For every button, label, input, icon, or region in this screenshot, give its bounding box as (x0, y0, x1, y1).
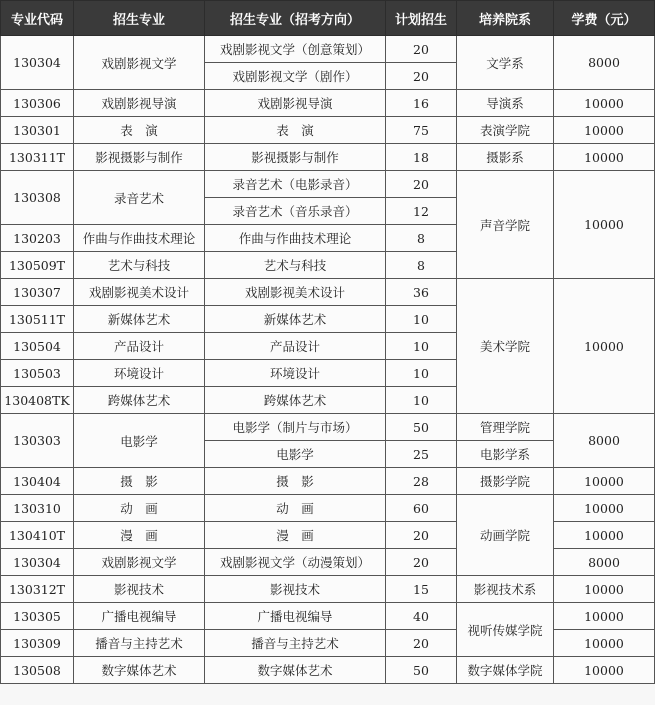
code-cell: 130408TK (1, 387, 74, 414)
code-cell: 130508 (1, 657, 74, 684)
plan-cell: 50 (386, 657, 457, 684)
table-row (1, 36, 655, 63)
plan-cell: 20 (386, 522, 457, 549)
direction-cell: 戏剧影视文学（动漫策划） (205, 549, 386, 576)
plan-cell: 20 (386, 549, 457, 576)
plan-cell: 25 (386, 441, 457, 468)
plan-cell: 20 (386, 171, 457, 198)
header-plan: 计划招生 (386, 1, 457, 36)
direction-cell: 跨媒体艺术 (205, 387, 386, 414)
college-cell: 视听传媒学院 (457, 603, 554, 657)
header-row (1, 1, 655, 36)
direction-cell: 产品设计 (205, 333, 386, 360)
direction-cell: 戏剧影视导演 (205, 90, 386, 117)
table-row (1, 576, 655, 603)
fee-cell: 10000 (554, 144, 655, 171)
college-cell: 管理学院 (457, 414, 554, 441)
code-cell: 130306 (1, 90, 74, 117)
table-row (1, 603, 655, 630)
major-cell: 录音艺术 (74, 171, 205, 225)
plan-cell: 20 (386, 63, 457, 90)
fee-cell: 8000 (554, 414, 655, 468)
fee-cell: 10000 (554, 90, 655, 117)
code-cell: 130309 (1, 630, 74, 657)
college-cell: 电影学系 (457, 441, 554, 468)
plan-cell: 16 (386, 90, 457, 117)
direction-cell: 漫 画 (205, 522, 386, 549)
code-cell: 130305 (1, 603, 74, 630)
plan-cell: 10 (386, 360, 457, 387)
plan-cell: 75 (386, 117, 457, 144)
major-cell: 戏剧影视导演 (74, 90, 205, 117)
college-cell: 摄影学院 (457, 468, 554, 495)
code-cell: 130308 (1, 171, 74, 225)
header-college: 培养院系 (457, 1, 554, 36)
major-cell: 表 演 (74, 117, 205, 144)
direction-cell: 戏剧影视文学（创意策划） (205, 36, 386, 63)
code-cell: 130503 (1, 360, 74, 387)
table-row (1, 630, 655, 657)
direction-cell: 电影学（制片与市场） (205, 414, 386, 441)
major-cell: 数字媒体艺术 (74, 657, 205, 684)
table-row (1, 117, 655, 144)
major-cell: 影视技术 (74, 576, 205, 603)
code-cell: 130310 (1, 495, 74, 522)
code-cell: 130301 (1, 117, 74, 144)
college-cell: 导演系 (457, 90, 554, 117)
plan-cell: 20 (386, 36, 457, 63)
direction-cell: 影视技术 (205, 576, 386, 603)
table-row (1, 279, 655, 306)
plan-cell: 28 (386, 468, 457, 495)
code-cell: 130410T (1, 522, 74, 549)
major-cell: 影视摄影与制作 (74, 144, 205, 171)
major-cell: 产品设计 (74, 333, 205, 360)
plan-cell: 50 (386, 414, 457, 441)
fee-cell: 8000 (554, 36, 655, 90)
plan-cell: 10 (386, 306, 457, 333)
code-cell: 130312T (1, 576, 74, 603)
major-cell: 电影学 (74, 414, 205, 468)
college-cell: 数字媒体学院 (457, 657, 554, 684)
fee-cell: 10000 (554, 603, 655, 630)
college-cell: 影视技术系 (457, 576, 554, 603)
major-cell: 作曲与作曲技术理论 (74, 225, 205, 252)
code-cell: 130304 (1, 36, 74, 90)
code-cell: 130311T (1, 144, 74, 171)
table-row (1, 414, 655, 441)
direction-cell: 录音艺术（音乐录音） (205, 198, 386, 225)
plan-cell: 20 (386, 630, 457, 657)
major-cell: 环境设计 (74, 360, 205, 387)
direction-cell: 环境设计 (205, 360, 386, 387)
direction-cell: 电影学 (205, 441, 386, 468)
major-cell: 摄 影 (74, 468, 205, 495)
code-cell: 130404 (1, 468, 74, 495)
plan-cell: 40 (386, 603, 457, 630)
direction-cell: 数字媒体艺术 (205, 657, 386, 684)
direction-cell: 表 演 (205, 117, 386, 144)
plan-cell: 8 (386, 252, 457, 279)
table-row (1, 171, 655, 198)
fee-cell: 10000 (554, 171, 655, 279)
college-cell: 摄影系 (457, 144, 554, 171)
college-cell: 表演学院 (457, 117, 554, 144)
direction-cell: 戏剧影视美术设计 (205, 279, 386, 306)
code-cell: 130509T (1, 252, 74, 279)
major-cell: 艺术与科技 (74, 252, 205, 279)
direction-cell: 播音与主持艺术 (205, 630, 386, 657)
major-cell: 戏剧影视美术设计 (74, 279, 205, 306)
table-row (1, 144, 655, 171)
code-cell: 130511T (1, 306, 74, 333)
plan-cell: 15 (386, 576, 457, 603)
direction-cell: 广播电视编导 (205, 603, 386, 630)
fee-cell: 10000 (554, 495, 655, 522)
plan-cell: 10 (386, 333, 457, 360)
direction-cell: 新媒体艺术 (205, 306, 386, 333)
header-fee: 学费（元） (554, 1, 655, 36)
fee-cell: 10000 (554, 279, 655, 414)
code-cell: 130304 (1, 549, 74, 576)
fee-cell: 10000 (554, 630, 655, 657)
code-cell: 130307 (1, 279, 74, 306)
fee-cell: 10000 (554, 117, 655, 144)
plan-cell: 60 (386, 495, 457, 522)
direction-cell: 录音艺术（电影录音） (205, 171, 386, 198)
table-row (1, 495, 655, 522)
college-cell: 文学系 (457, 36, 554, 90)
fee-cell: 10000 (554, 468, 655, 495)
direction-cell: 摄 影 (205, 468, 386, 495)
major-cell: 戏剧影视文学 (74, 549, 205, 576)
direction-cell: 动 画 (205, 495, 386, 522)
major-cell: 新媒体艺术 (74, 306, 205, 333)
code-cell: 130203 (1, 225, 74, 252)
header-code: 专业代码 (1, 1, 74, 36)
plan-cell: 36 (386, 279, 457, 306)
direction-cell: 艺术与科技 (205, 252, 386, 279)
major-cell: 广播电视编导 (74, 603, 205, 630)
direction-cell: 作曲与作曲技术理论 (205, 225, 386, 252)
plan-cell: 18 (386, 144, 457, 171)
plan-cell: 8 (386, 225, 457, 252)
plan-cell: 10 (386, 387, 457, 414)
major-cell: 动 画 (74, 495, 205, 522)
header-direction: 招生专业（招考方向） (205, 1, 386, 36)
college-cell: 声音学院 (457, 171, 554, 279)
fee-cell: 10000 (554, 657, 655, 684)
college-cell: 动画学院 (457, 495, 554, 576)
direction-cell: 影视摄影与制作 (205, 144, 386, 171)
major-cell: 播音与主持艺术 (74, 630, 205, 657)
plan-cell: 12 (386, 198, 457, 225)
major-cell: 跨媒体艺术 (74, 387, 205, 414)
major-cell: 漫 画 (74, 522, 205, 549)
college-cell: 美术学院 (457, 279, 554, 414)
fee-cell: 8000 (554, 549, 655, 576)
table-row (1, 522, 655, 549)
direction-cell: 戏剧影视文学（剧作） (205, 63, 386, 90)
code-cell: 130303 (1, 414, 74, 468)
code-cell: 130504 (1, 333, 74, 360)
fee-cell: 10000 (554, 576, 655, 603)
table-row (1, 549, 655, 576)
major-cell: 戏剧影视文学 (74, 36, 205, 90)
header-major: 招生专业 (74, 1, 205, 36)
table-row (1, 90, 655, 117)
table-row (1, 657, 655, 684)
table-row (1, 468, 655, 495)
fee-cell: 10000 (554, 522, 655, 549)
